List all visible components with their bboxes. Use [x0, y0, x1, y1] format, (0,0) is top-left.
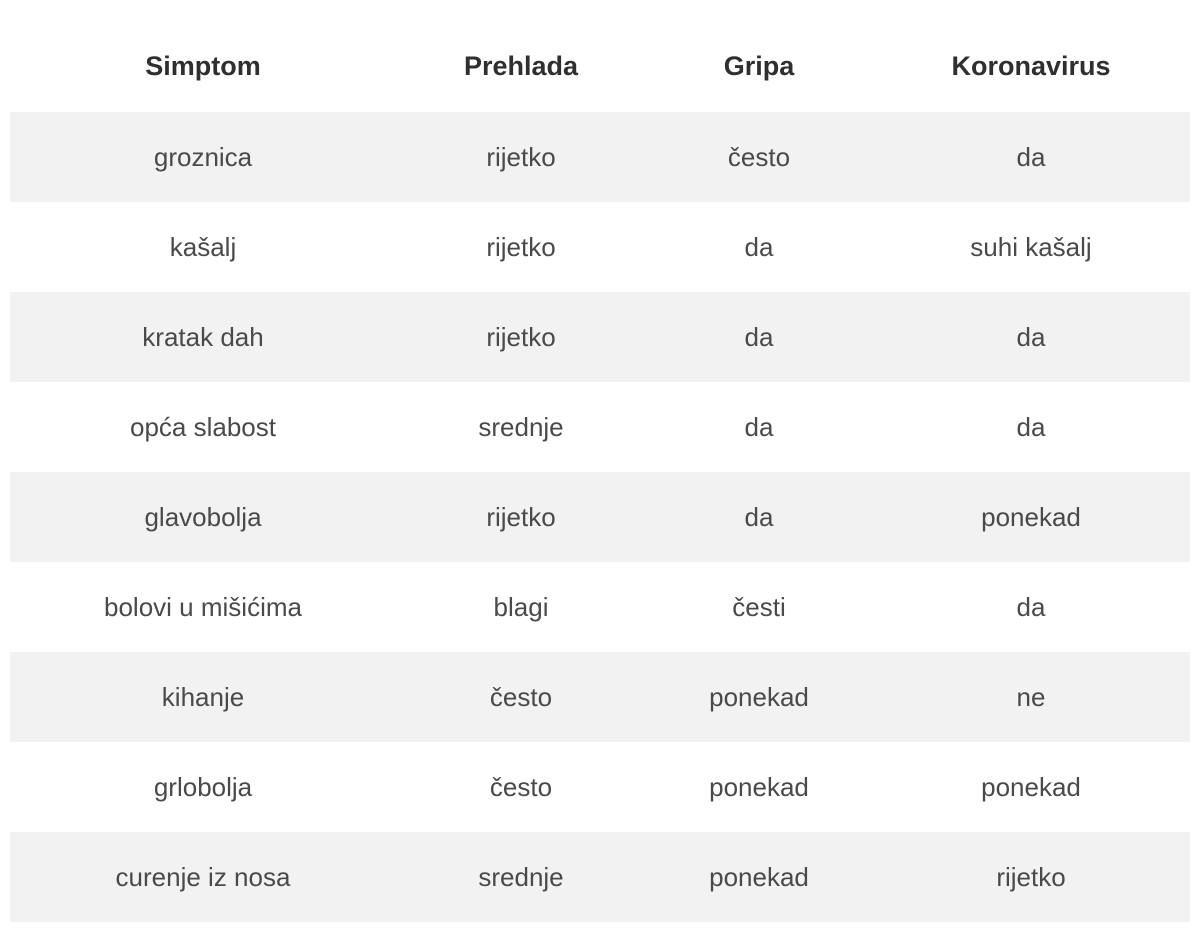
- table-row: [10, 112, 1190, 202]
- cell-prehlada: često: [489, 771, 553, 802]
- cell-simptom: kratak dah: [142, 321, 264, 352]
- cell-gripa: ponekad: [709, 771, 809, 802]
- cell-koronavirus: ponekad: [981, 501, 1081, 532]
- cell-prehlada: rijetko: [486, 321, 556, 352]
- cell-prehlada: rijetko: [486, 501, 556, 532]
- table-row: [10, 562, 1190, 652]
- cell-simptom: bolovi u mišićima: [104, 591, 302, 622]
- cell-prehlada: srednje: [478, 861, 564, 892]
- symptom-comparison-table: [10, 20, 1190, 922]
- cell-koronavirus: da: [1016, 591, 1046, 622]
- cell-prehlada: često: [489, 681, 553, 712]
- table-header-row: [10, 20, 1190, 112]
- cell-koronavirus: suhi kašalj: [970, 231, 1092, 262]
- table-row: [10, 652, 1190, 742]
- cell-gripa: da: [744, 321, 774, 352]
- cell-prehlada: srednje: [478, 411, 564, 442]
- cell-gripa: da: [744, 231, 774, 262]
- table-row: [10, 382, 1190, 472]
- cell-koronavirus: rijetko: [996, 861, 1066, 892]
- cell-koronavirus: ponekad: [981, 771, 1081, 802]
- cell-gripa: ponekad: [709, 681, 809, 712]
- cell-simptom: grlobolja: [153, 771, 253, 802]
- cell-simptom: opća slabost: [130, 411, 276, 442]
- cell-gripa: da: [744, 411, 774, 442]
- cell-simptom: glavobolja: [144, 501, 262, 532]
- cell-simptom: kihanje: [161, 681, 245, 712]
- cell-koronavirus: da: [1016, 321, 1046, 352]
- cell-gripa: ponekad: [709, 861, 809, 892]
- table-row: [10, 292, 1190, 382]
- table-row: [10, 202, 1190, 292]
- header-simptom: Simptom: [145, 50, 261, 81]
- cell-simptom: kašalj: [169, 231, 237, 262]
- table-row: [10, 472, 1190, 562]
- header-gripa: Gripa: [723, 50, 795, 81]
- cell-gripa: da: [744, 501, 774, 532]
- cell-prehlada: rijetko: [486, 231, 556, 262]
- table-row: [10, 742, 1190, 832]
- cell-prehlada: blagi: [493, 591, 549, 622]
- cell-prehlada: rijetko: [486, 141, 556, 172]
- table-row: [10, 832, 1190, 922]
- header-prehlada: Prehlada: [463, 50, 579, 81]
- cell-gripa: često: [727, 141, 791, 172]
- cell-koronavirus: da: [1016, 141, 1046, 172]
- cell-koronavirus: ne: [1016, 681, 1046, 712]
- cell-koronavirus: da: [1016, 411, 1046, 442]
- header-koronavirus: Koronavirus: [951, 50, 1111, 81]
- cell-simptom: curenje iz nosa: [115, 861, 291, 892]
- cell-simptom: groznica: [153, 141, 253, 172]
- cell-gripa: česti: [732, 591, 786, 622]
